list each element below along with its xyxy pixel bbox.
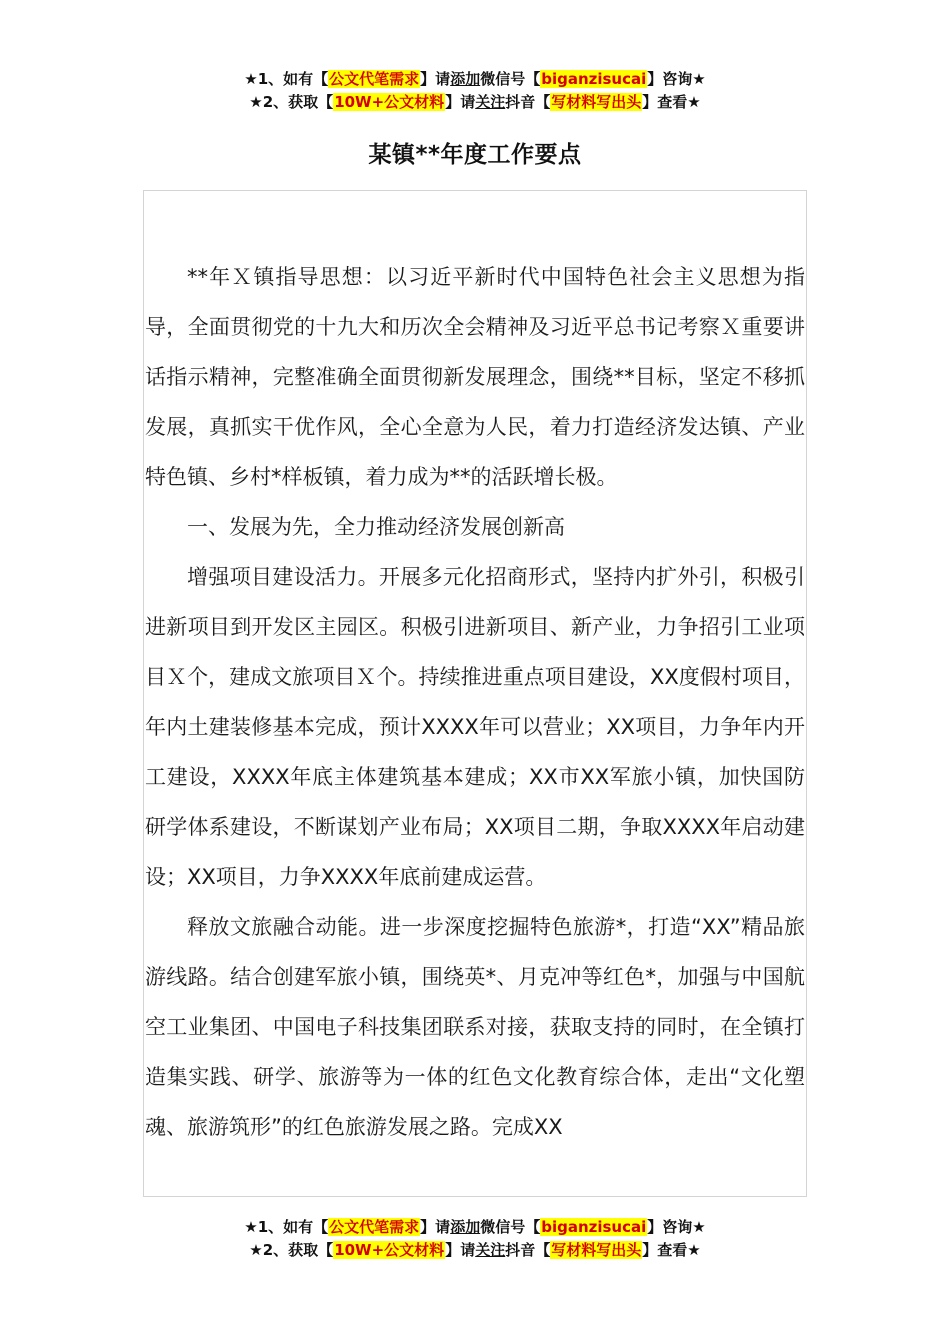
promo-highlight: biganzisucai (541, 70, 647, 88)
promo-text: 】查看★ (642, 93, 701, 111)
promo-text: 】咨询★ (647, 1218, 706, 1236)
promo-underline: 添加 (450, 70, 481, 88)
promo-highlight: 10W+公文材料 (334, 93, 445, 111)
promo-underline: 关注 (475, 93, 506, 111)
promo-line-1 (0, 1216, 950, 1239)
footer-promo-banner (0, 1216, 950, 1262)
document-title: 某镇**年度工作要点 (368, 142, 582, 168)
section-heading-1: 一、发展为先，全力推动经济发展创新高 (187, 515, 565, 539)
promo-text: 抖音【 (505, 93, 551, 111)
promo-highlight: 公文代笔需求 (329, 1218, 420, 1236)
promo-text: 】咨询★ (647, 70, 706, 88)
promo-text: 】请 (445, 93, 476, 111)
promo-line-2 (0, 91, 950, 114)
paragraph-culture-tourism: 释放文旅融合动能。进一步深度挖掘特色旅游*，打造“XX”精品旅游线路。结合创建军旅小镇，围绕英*、月克冲等红色*，加强与中国航空工业集团、中国电子科技集团联系对接，获取支持的同时，在全镇打造集实践、研学、旅游等为一体的红色文化教育综合体，走出“文化塑魂、旅游筑形”的红色旅游发展之路。完成XX (145, 915, 805, 1139)
promo-highlight: biganzisucai (541, 1218, 647, 1236)
promo-highlight: 写材料写出头 (551, 1241, 642, 1259)
document-body (145, 252, 805, 1152)
promo-text: 】请 (445, 1241, 476, 1259)
promo-highlight: 10W+公文材料 (334, 1241, 445, 1259)
promo-text: ★2、获取【 (249, 93, 334, 111)
promo-text: ★2、获取【 (249, 1241, 334, 1259)
promo-underline: 关注 (475, 1241, 506, 1259)
promo-highlight: 公文代笔需求 (329, 70, 420, 88)
header-promo-banner (0, 68, 950, 114)
promo-line-2 (0, 1239, 950, 1262)
paragraph-guiding-thought: **年Ｘ镇指导思想：以习近平新时代中国特色社会主义思想为指导，全面贯彻党的十九大和历次全会精神及习近平总书记考察Ｘ重要讲话指示精神，完整准确全面贯彻新发展理念，围绕**目标，坚定不移抓发展，真抓实干优作风，全心全意为人民，着力打造经济发达镇、产业特色镇、乡村*样板镇，着力成为**的活跃增长极。 (145, 265, 805, 489)
promo-text: 微信号【 (480, 70, 541, 88)
promo-text: ★1、如有【 (244, 70, 329, 88)
promo-underline: 添加 (450, 1218, 481, 1236)
promo-line-1 (0, 68, 950, 91)
promo-text: ★1、如有【 (244, 1218, 329, 1236)
promo-text: 抖音【 (505, 1241, 551, 1259)
promo-text: 微信号【 (480, 1218, 541, 1236)
promo-text: 】请 (420, 1218, 451, 1236)
promo-highlight: 写材料写出头 (551, 93, 642, 111)
promo-text: 】请 (420, 70, 451, 88)
promo-text: 】查看★ (642, 1241, 701, 1259)
paragraph-project-construction: 增强项目建设活力。开展多元化招商形式，坚持内扩外引，积极引进新项目到开发区主园区。积极引进新项目、新产业，力争招引工业项目Ｘ个，建成文旅项目Ｘ个。持续推进重点项目建设，XX度假村项目，年内土建装修基本完成，预计XXXX年可以营业；XX项目，力争年内开工建设，XXXX年底主体建筑基本建成；XX市XX军旅小镇，加快国防研学体系建设，不断谋划产业布局；XX项目二期，争取XXXX年启动建设；XX项目，力争XXXX年底前建成运营。 (145, 565, 805, 889)
